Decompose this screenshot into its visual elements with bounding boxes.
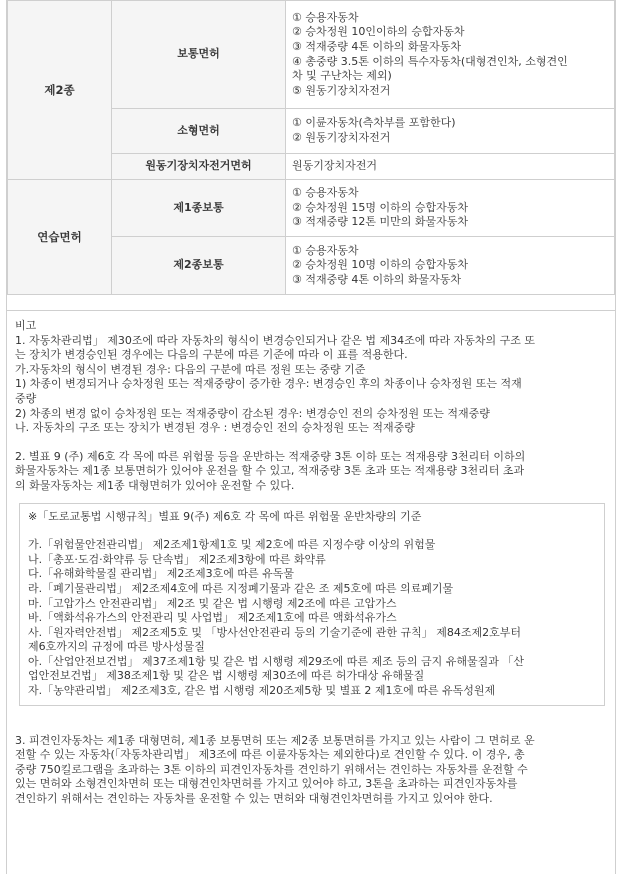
note-line: 3. 피견인자동차는 제1종 대형면허, 제1종 보통면허 또는 제2종 보통면허를 가지고 있는 사람이 그 면허로 운 [15,733,535,747]
vehicle-item: ① 승용자동차 [292,186,359,200]
box-item: 다.「유해화학물질 관리법」 제2조제3호에 따른 유독물 [28,567,294,581]
table-row [8,1,615,109]
note-line: 나. 자동차의 구조 또는 장치가 변경된 경우 : 변경승인 전의 승차정원 또는 적재중량 [15,421,415,435]
note-line: 1. 자동차관리법」 제30조에 따라 자동차의 형식이 변경승인되거나 같은 법 제34조에 따라 자동차의 구조 또 [15,333,535,347]
note-line: 화물자동차는 제1종 보통면허가 있어야 운전을 할 수 있고, 적재중량 3톤 초과 또는 적재용량 3천리터 초과 [15,464,525,478]
box-item: 제6호까지의 규정에 따른 방사성물질 [28,640,205,654]
box-item: 사.「원자력안전법」 제2조제5호 및 「방사선안전관리 등의 기술기준에 관한 규칙」 제84조제2호부터 [28,625,521,639]
box-item: 업안전보건법」 제38조제1항 및 같은 법 시행령 제30조에 따른 허가대상 유해물질 [28,669,425,683]
vehicle-item: ② 승차정원 10인이하의 승합자동차 [292,25,465,39]
vehicle-item: ④ 총중량 3.5톤 이하의 특수자동차(대형견인차, 소형견인 [292,54,568,68]
category-class2: 제2종 [8,1,112,180]
vehicle-item: ① 이륜자동차(측차부를 포함한다) [292,116,456,130]
vehicle-item: ③ 적재중량 4톤 이하의 화물자동차 [292,272,461,286]
note-line: 있는 면허와 소형견인차면허 또는 대형견인차면허를 가지고 있어야 하고, 3톤을 초과하는 피견인자동차를 [15,777,518,791]
table-row [8,180,615,237]
vehicle-item: ② 원동기장치자전거 [292,131,391,144]
vehicle-list [286,1,615,109]
note-2 [15,450,607,494]
box-item: 라.「폐기물관리법」 제2조제4호에 따른 지정폐기물과 같은 조 제5호에 따른 의료폐기물 [28,581,454,595]
box-item: 나.「총포·도검·화약류 등 단속법」 제2조제3항에 따른 화약류 [28,552,326,566]
vehicle-item: ② 승차정원 10명 이하의 승합자동차 [292,258,468,272]
vehicle-list [286,154,615,180]
category-learner: 연습면허 [8,180,112,295]
license-type-small: 소형면허 [112,109,286,154]
license-type-class2-ordinary: 제2종보통 [112,237,286,295]
box-item: 아.「산업안전보건법」 제37조제1항 및 같은 법 시행령 제29조에 따른 제조 등의 금지 유해물질과 「산 [28,654,524,668]
note-line: 가.자동차의 형식이 변경된 경우: 다음의 구분에 따른 정원 또는 중량 기준 [15,362,366,376]
note-line: 의 화물자동차는 제1종 대형면허가 있어야 운전할 수 있다. [15,478,295,492]
box-item: 마.「고압가스 안전관리법」 제2조 및 같은 법 시행령 제2조에 따른 고압가스 [28,596,397,610]
vehicle-item: ② 승차정원 15명 이하의 승합자동차 [292,200,468,214]
vehicle-item: ③ 적재중량 12톤 미만의 화물자동차 [292,215,468,229]
note-1 [15,334,607,436]
hazmat-criteria-box [19,503,605,706]
vehicle-item: ① 승용자동차 [292,10,359,24]
vehicle-list [286,180,615,237]
note-line: 2. 별표 9 (주) 제6호 각 목에 따른 위험물 등을 운반하는 적재중량 3톤 이하 또는 적재용량 3천리터 이하의 [15,449,526,463]
vehicle-list [286,109,615,154]
note-line: 견인하기 위해서는 견인하는 자동차를 운전할 수 있는 면허와 대형견인차면허를 가지고 있어야 한다. [15,792,493,806]
note-line: 전할 수 있는 자동차(「자동차관리법」 제3조에 따른 이륜자동차는 제외한다)로 견인할 수 있다. 이 경우, 총 [15,748,525,762]
vehicle-item: ③ 적재중량 4톤 이하의 화물자동차 [292,39,461,53]
license-type-ordinary: 보통면허 [112,1,286,109]
note-line: 중량 [15,391,37,405]
license-table [7,0,615,295]
vehicle-item: ① 승용자동차 [292,243,359,257]
notes-section [7,310,615,807]
notes-heading: 비고 [15,319,37,332]
vehicle-item: ⑤ 원동기장치자전거 [292,83,391,97]
vehicle-list [286,237,615,295]
vehicle-item: 원동기장치자전거 [292,159,378,173]
box-item: 자.「농약관리법」 제2조제3호, 같은 법 시행령 제20조제5항 및 별표 2 제1호에 따른 유독성원제 [28,684,496,698]
note-line: 중량 750킬로그램을 초과하는 3톤 이하의 피견인자동차를 견인하기 위해서는 견인하는 자동차를 운전할 수 [15,762,528,776]
box-title: ※「도로교통법 시행규칙」별표 9(주) 제6호 각 목에 따른 위험물 운반차량의 기준 [28,509,422,523]
box-item: 가.「위험물안전관리법」 제2조제1항제1호 및 제2호에 따른 지정수량 이상의 위험물 [28,538,436,552]
license-table-page [6,0,616,874]
note-line: 는 장치가 변경승인된 경우에는 다음의 구분에 따른 기준에 따라 이 표를 적용한다. [15,348,408,362]
license-type-moped: 원동기장치자전거면허 [112,154,286,180]
note-line: 2) 차종의 변경 없이 승차정원 또는 적재중량이 감소된 경우: 변경승인 전의 승차정원 또는 적재중량 [15,406,490,420]
license-type-class1-ordinary: 제1종보통 [112,180,286,237]
note-line: 1) 차종이 변경되거나 승차정원 또는 적재중량이 증가한 경우: 변경승인 후의 차종이나 승차정원 또는 적재 [15,377,522,391]
note-3 [15,734,607,807]
vehicle-item: 차 및 구난차는 제외) [292,69,392,83]
box-item: 바.「액화석유가스의 안전관리 및 사업법」 제2조제1호에 따른 액화석유가스 [28,611,397,625]
